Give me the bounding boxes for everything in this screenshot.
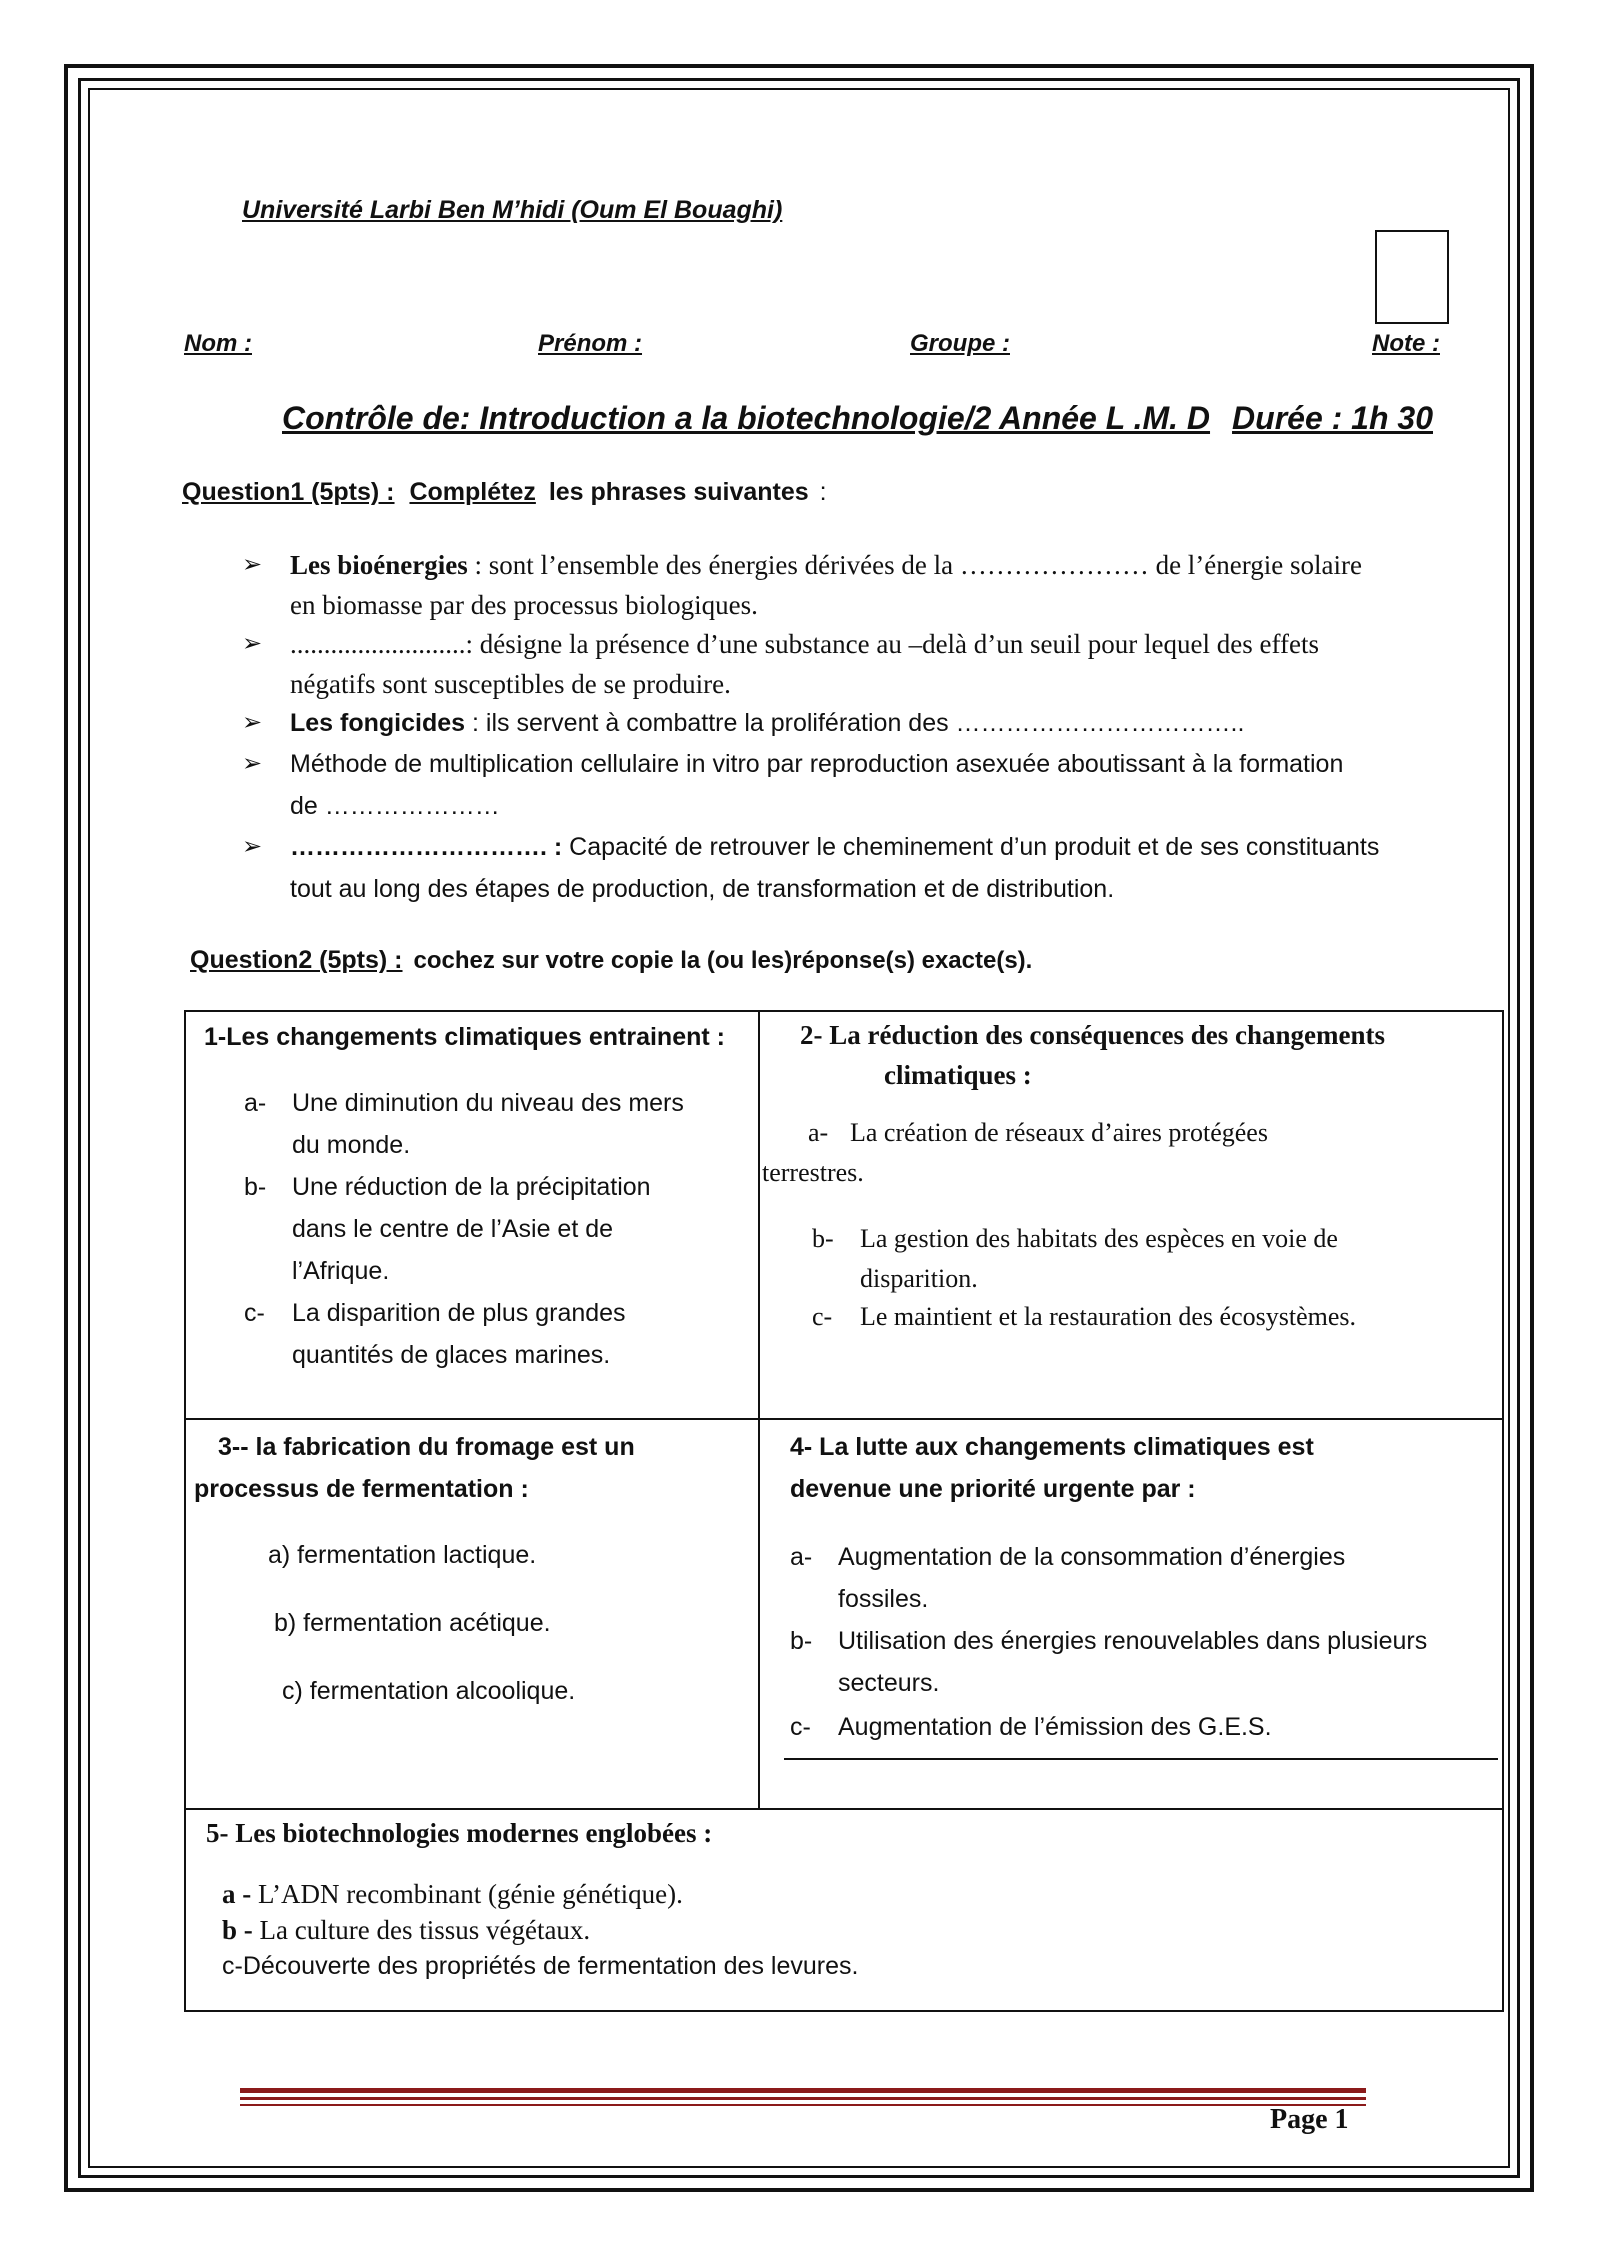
groupe-label: Groupe : — [910, 330, 1010, 357]
cell3-option-c: c) fermentation alcoolique. — [282, 1677, 576, 1705]
table-row-divider-2 — [184, 1808, 1504, 1810]
page-number: Page 1 — [1270, 2104, 1349, 2135]
grade-box — [1375, 230, 1449, 324]
cell5-option-c: c-Découverte des propriétés de fermentation des levures. — [222, 1952, 859, 1980]
arrow-bullet-icon: ➢ — [242, 750, 263, 777]
q1-item-4-line2: de ………………… — [290, 792, 500, 820]
cell4-option-b-letter: b- — [790, 1627, 813, 1655]
cell1-option-b-line3: l’Afrique. — [292, 1257, 390, 1285]
cell2-option-c-letter: c- — [812, 1302, 833, 1331]
cell3-title-line1: 3-- la fabrication du fromage est un — [218, 1433, 635, 1461]
cell2-option-b-letter: b- — [812, 1224, 834, 1253]
cell4-title-line1: 4- La lutte aux changements climatiques est — [790, 1433, 1314, 1461]
cell4-option-a-line2: fossiles. — [838, 1585, 929, 1613]
cell2-title-line2: climatiques : — [884, 1060, 1032, 1090]
cell2-option-a-letter: a- — [808, 1118, 829, 1147]
exam-title: Contrôle de: Introduction a la biotechnologie/2 Année L .M. D — [282, 400, 1211, 436]
question2-instruction: cochez sur votre copie la (ou les)réponse(s) exacte(s). — [413, 947, 1033, 974]
q1-item-2-line2: négatifs sont susceptibles de se produire. — [290, 669, 731, 699]
footer-rule — [240, 2097, 1366, 2100]
arrow-bullet-icon: ➢ — [242, 709, 263, 736]
cell1-title: 1-Les changements climatiques entrainent : — [204, 1023, 725, 1051]
q1-item-5-term: …………………………. : — [290, 833, 563, 861]
cell1-option-c-line1: La disparition de plus grandes — [292, 1299, 626, 1327]
q1-item-5-line1: …………………………. : Capacité de retrouver le cheminement d’un produit et de ses constituants — [290, 833, 1380, 861]
cell5-option-a: a - L’ADN recombinant (génie génétique). — [222, 1879, 683, 1909]
cell4-option-a-letter: a- — [790, 1543, 813, 1571]
q1-item-1-term: Les bioénergies — [290, 550, 468, 580]
cell2-option-b-line2: disparition. — [860, 1264, 978, 1293]
cell1-option-a-line1: Une diminution du niveau des mers — [292, 1089, 684, 1117]
q1-item-3-line1: Les fongicides : ils servent à combattre la prolifération des …………………………….. — [290, 709, 1245, 737]
q1-item-3-term: Les fongicides — [290, 709, 466, 737]
cell2-option-a-line2: terrestres. — [762, 1158, 864, 1187]
question2-label: Question2 (5pts) : — [190, 946, 403, 974]
cell1-option-a-line2: du monde. — [292, 1131, 411, 1159]
cell1-option-c-letter: c- — [244, 1299, 265, 1327]
cell5-option-b: b - La culture des tissus végétaux. — [222, 1915, 591, 1945]
q1-item-1-line1: Les bioénergies : sont l’ensemble des énergies dérivées de la ………………… de l’énergie solaire — [290, 550, 1362, 580]
q1-item-1-line2: en biomasse par des processus biologiques. — [290, 590, 758, 620]
table-column-divider — [758, 1010, 760, 1810]
q1-item-4-line1: Méthode de multiplication cellulaire in vitro par reproduction asexuée aboutissant à la formation — [290, 750, 1344, 778]
cell1-option-c-line2: quantités de glaces marines. — [292, 1341, 611, 1369]
cell2-option-c-line1: Le maintient et la restauration des écosystèmes. — [860, 1302, 1356, 1331]
cell4-option-b-line1: Utilisation des énergies renouvelables dans plusieurs — [838, 1627, 1428, 1655]
exam-title-line — [282, 400, 1433, 437]
footer-rule — [240, 2088, 1366, 2093]
cell3-option-a: a) fermentation lactique. — [268, 1541, 537, 1569]
footer-rule — [240, 2104, 1366, 2106]
arrow-bullet-icon: ➢ — [242, 552, 263, 578]
cell4-title-line2: devenue une priorité urgente par : — [790, 1475, 1196, 1503]
cell1-option-b-line1: Une réduction de la précipitation — [292, 1173, 651, 1201]
cell2-option-a-line1: La création de réseaux d’aires protégées — [850, 1118, 1268, 1147]
question1-heading — [182, 478, 827, 507]
cell3-title-line2: processus de fermentation : — [194, 1475, 529, 1503]
cell1-option-b-line2: dans le centre de l’Asie et de — [292, 1215, 614, 1243]
cell4-option-c-line1: Augmentation de l’émission des G.E.S. — [838, 1713, 1272, 1741]
cell1-option-b-letter: b- — [244, 1173, 267, 1201]
cell1-option-a-letter: a- — [244, 1089, 267, 1117]
note-label: Note : — [1372, 330, 1440, 357]
question2-heading — [190, 946, 1032, 975]
prenom-label: Prénom : — [538, 330, 643, 357]
cell2-option-b-line1: La gestion des habitats des espèces en voie de — [860, 1224, 1338, 1253]
question1-label: Question1 (5pts) : — [182, 478, 395, 506]
arrow-bullet-icon: ➢ — [242, 833, 263, 860]
university-name: Université Larbi Ben M’hidi (Oum El Bouaghi) — [242, 196, 783, 224]
q1-item-2-line1: ..........................: désigne la présence d’une substance au –delà d’un seuil pour lequel des effets — [290, 629, 1319, 659]
question1-rest: les phrases suivantes — [548, 478, 809, 506]
exam-duration: Durée : 1h 30 — [1232, 400, 1433, 436]
cell4-option-b-line2: secteurs. — [838, 1669, 940, 1697]
q1-item-5-line2: tout au long des étapes de production, de transformation et de distribution. — [290, 875, 1115, 903]
cell4-option-a-line1: Augmentation de la consommation d’énergies — [838, 1543, 1346, 1571]
cell2-title-line1: 2- La réduction des conséquences des changements — [800, 1020, 1385, 1050]
cell5-title: 5- Les biotechnologies modernes englobées : — [206, 1818, 713, 1848]
cell4-underline — [784, 1758, 1498, 1760]
arrow-bullet-icon: ➢ — [242, 631, 263, 657]
question1-verb: Complétez — [409, 478, 536, 506]
table-row-divider-1 — [184, 1418, 1504, 1420]
nom-label: Nom : — [184, 330, 252, 357]
question1-colon: : — [819, 478, 827, 506]
cell4-option-c-letter: c- — [790, 1713, 811, 1741]
cell3-option-b: b) fermentation acétique. — [274, 1609, 551, 1637]
